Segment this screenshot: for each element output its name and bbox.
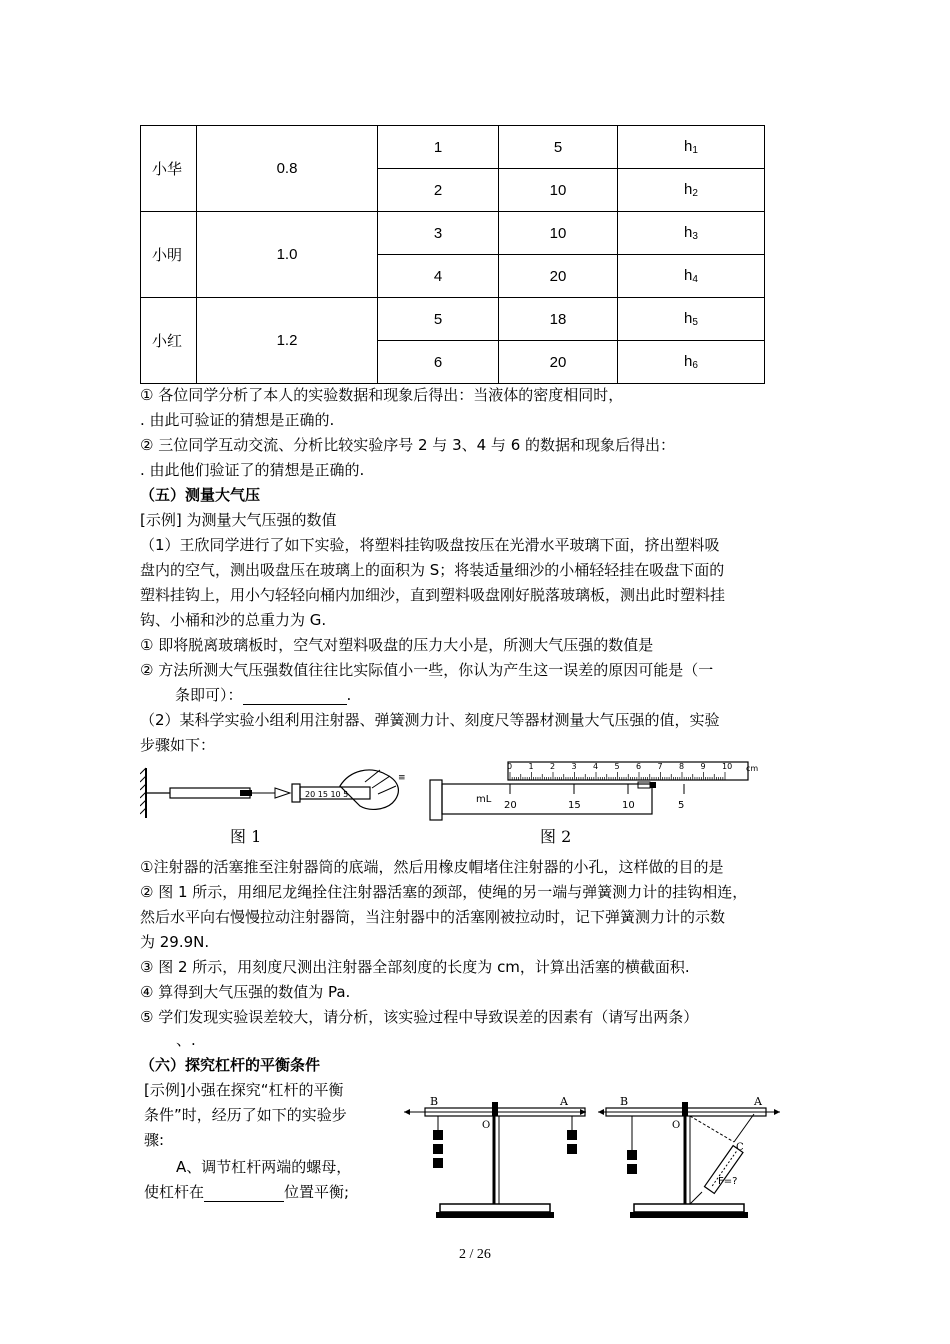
figure-2-caption: 图 2: [540, 827, 572, 846]
student-name-cell: 小明: [141, 212, 197, 298]
trial-number-cell: 5: [378, 298, 499, 341]
height-subscript: 4: [692, 274, 698, 285]
paragraph-1-line-c: 塑料挂钩上，用小勺轻轻向桶内加细沙，直到塑料吸盘刚好脱落玻璃板，测出此时塑料挂: [140, 586, 726, 604]
height-cell: [618, 298, 765, 341]
ml-ticks: [504, 784, 684, 811]
depth-cell: 5: [499, 126, 618, 169]
height-cell: [618, 212, 765, 255]
depth-cell: 20: [499, 341, 618, 384]
ruler-label: 9: [700, 762, 706, 771]
question-2-label: 条即可）：: [175, 686, 243, 704]
trial-number-cell: 6: [378, 341, 499, 384]
depth-cell: 20: [499, 255, 618, 298]
ruler-label: 2: [550, 762, 556, 771]
point-b-label: B: [430, 1095, 439, 1108]
height-cell: [618, 126, 765, 169]
pivot-o-label-2: O: [672, 1120, 681, 1131]
depth-cell: 18: [499, 298, 618, 341]
ruler-label: 7: [657, 762, 663, 771]
conclusion-2: ② 三位同学互动交流、分析比较实验序号 2 与 3、4 与 6 的数据和现象后得出：: [140, 436, 676, 454]
step-1: ①注射器的活塞推至注射器筒的底端，然后用橡皮帽堵住注射器的小孔，这样做的目的是: [140, 858, 724, 876]
conclusion-2-end: . 由此他们验证了的猜想是正确的.: [140, 461, 365, 479]
figure-1-caption: 图 1: [230, 827, 262, 846]
height-cell: [618, 255, 765, 298]
height-symbol: h: [684, 267, 693, 284]
section-heading-5: （五）测量大气压: [140, 486, 261, 504]
example-text: 为测量大气压强的数值: [186, 511, 337, 529]
height-subscript: 6: [692, 360, 698, 371]
ruler-label: 8: [679, 762, 685, 771]
height-subscript: 1: [692, 145, 698, 156]
step-a-suffix: 位置平衡;: [284, 1183, 350, 1201]
trial-number-cell: 3: [378, 212, 499, 255]
ml-scale-label: 10: [622, 800, 635, 811]
conclusion-1-end: . 由此可验证的猜想是正确的.: [140, 411, 335, 429]
height-symbol: h: [684, 353, 693, 370]
height-subscript: 3: [692, 231, 698, 242]
paragraph-2-line-b: 步骤如下：: [140, 736, 216, 754]
ruler-label: 6: [636, 762, 642, 771]
position-blank[interactable]: [204, 1183, 284, 1202]
depth-cell: 10: [499, 212, 618, 255]
table-row: [141, 298, 765, 341]
step-4: ④ 算得到大气压强的数值为 Pa.: [140, 983, 351, 1001]
lever-figure-left: [400, 1092, 590, 1227]
example-5-intro: [140, 508, 337, 533]
ruler-ticks: [507, 762, 732, 780]
height-symbol: h: [684, 138, 693, 155]
trial-number-cell: 2: [378, 169, 499, 212]
ruler-unit: cm: [746, 764, 758, 773]
example-6-line-a: [144, 1078, 344, 1103]
syringe-scale-text: 20 15 10 5: [305, 790, 349, 799]
example-6-line-b: 条件”时，经历了如下的实验步: [144, 1106, 347, 1124]
ml-scale-label: 15: [568, 800, 581, 811]
example-6-text: 小强在探究“杠杆的平衡: [185, 1081, 344, 1099]
section-heading-6: （六）探究杠杆的平衡条件: [140, 1056, 321, 1074]
question-2-line-a: ② 方法所测大气压强数值往往比实际值小一些，你认为产生这一误差的原因可能是（一: [140, 661, 714, 679]
question-2-line-b: 条即可）： .: [175, 686, 352, 704]
figure-2-syringe-ruler: [428, 758, 758, 822]
force-label: F=?: [718, 1176, 738, 1187]
pivot-o-label: O: [482, 1120, 491, 1131]
trial-number-cell: 4: [378, 255, 499, 298]
height-symbol: h: [684, 310, 693, 327]
paragraph-2-line-a: （2）某科学实验小组利用注射器、弹簧测力计、刻度尺等器材测量大气压强的值，实验: [140, 711, 720, 729]
example-tag: [示例]: [140, 511, 182, 529]
paragraph-1-line-d: 钩、小桶和沙的总重力为 G.: [140, 611, 327, 629]
point-b-label-2: B: [620, 1095, 629, 1108]
step-2-line-a: ② 图 1 所示，用细尼龙绳拴住注射器活塞的颈部，使绳的另一端与弹簧测力计的挂钩相连，: [140, 883, 748, 901]
ruler-label: 10: [722, 762, 733, 771]
table-row: [141, 126, 765, 169]
height-symbol: h: [684, 181, 693, 198]
height-cell: [618, 341, 765, 384]
density-cell: 0.8: [197, 126, 378, 212]
paragraph-1-line-a: （1）王欣同学进行了如下实验，将塑料挂钩吸盘按压在光滑水平玻璃下面，挤出塑料吸: [140, 536, 720, 554]
point-a-label-2: A: [754, 1095, 762, 1108]
point-a-label: A: [560, 1095, 568, 1108]
ruler-label: 0: [507, 762, 513, 771]
height-subscript: 2: [692, 188, 698, 199]
step-5: ⑤ 学们发现实验误差较大，请分析，该实验过程中导致误差的因素有（请写出两条）: [140, 1008, 699, 1026]
ruler-label: 1: [528, 762, 534, 771]
student-name-cell: 小红: [141, 298, 197, 384]
ruler-label: 5: [614, 762, 620, 771]
experiment-table: [140, 125, 765, 384]
ruler-label: 3: [571, 762, 577, 771]
figure-1-syringe: [140, 760, 420, 822]
student-name-cell: 小华: [141, 126, 197, 212]
step-2-line-b: 然后水平向右慢慢拉动注射器筒，当注射器中的活塞刚被拉动时，记下弹簧测力计的示数: [140, 908, 726, 926]
step-3: ③ 图 2 所示，用刻度尺测出注射器全部刻度的长度为 cm，计算出活塞的横截面积.: [140, 958, 690, 976]
ruler-label: 4: [593, 762, 599, 771]
step-a-prefix: 使杠杆在: [144, 1183, 205, 1201]
ml-label: mL: [476, 794, 492, 805]
step-5-continued: 、.: [176, 1031, 196, 1049]
lever-figure-right: [594, 1092, 784, 1227]
conclusion-1: ① 各位同学分析了本人的实验数据和现象后得出：当液体的密度相同时，: [140, 386, 624, 404]
example-tag: [示例]: [144, 1081, 186, 1099]
table-row: [141, 212, 765, 255]
point-c-label: C: [736, 1142, 744, 1153]
density-cell: 1.0: [197, 212, 378, 298]
height-subscript: 5: [692, 317, 698, 328]
height-cell: [618, 169, 765, 212]
example-6-line-c: 骤:: [144, 1131, 165, 1149]
ml-scale-label: 5: [678, 800, 685, 811]
step-a-line-1: A、调节杠杆两端的螺母，: [176, 1158, 352, 1176]
density-cell: 1.2: [197, 298, 378, 384]
height-symbol: h: [684, 224, 693, 241]
trial-number-cell: 1: [378, 126, 499, 169]
depth-cell: 10: [499, 169, 618, 212]
question-1: ① 即将脱离玻璃板时，空气对塑料吸盘的压力大小是，所测大气压强的数值是: [140, 636, 654, 654]
paragraph-1-line-b: 盘内的空气，测出吸盘压在玻璃上的面积为 S；将装适量细沙的小桶轻轻挂在吸盘下面的: [140, 561, 725, 579]
step-2-line-c: 为 29.9N.: [140, 933, 210, 951]
step-a-line-2: [144, 1180, 349, 1205]
answer-blank[interactable]: [243, 686, 347, 705]
page-number: 2 / 26: [459, 1247, 491, 1262]
ml-scale-label: 20: [504, 800, 517, 811]
svg-text:≡: ≡: [398, 773, 406, 783]
